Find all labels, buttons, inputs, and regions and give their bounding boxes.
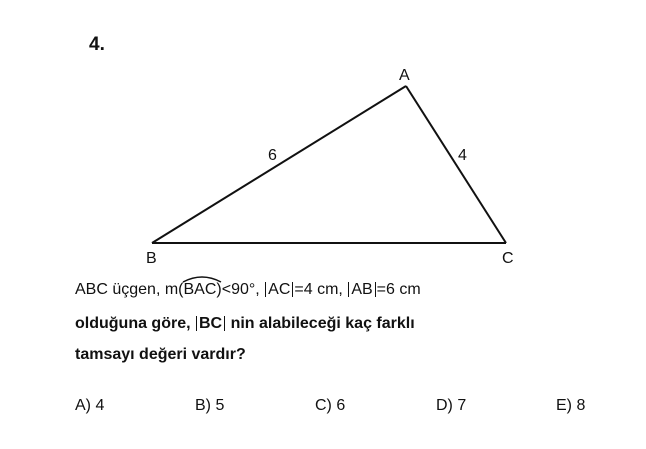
choice-e-value: 8 — [576, 397, 586, 414]
choice-e[interactable] — [556, 397, 585, 415]
angle-bac — [183, 281, 216, 299]
side-ac — [406, 86, 506, 243]
choice-a[interactable] — [75, 397, 104, 415]
vertex-a-label: A — [399, 67, 410, 84]
choice-c-value: 6 — [336, 397, 346, 414]
angle-bac-label: BAC — [183, 281, 217, 298]
angle-hat-icon — [182, 274, 222, 283]
ac-abs: AC — [265, 282, 293, 297]
choice-d-label: D) — [436, 397, 453, 414]
question-line-1 — [75, 315, 415, 333]
choice-e-label: E) — [556, 397, 572, 414]
answer-choices — [75, 397, 615, 419]
choice-a-value: 4 — [95, 397, 105, 414]
choice-b-value: 5 — [215, 397, 225, 414]
choice-a-label: A) — [75, 397, 91, 414]
choice-c[interactable] — [315, 397, 345, 415]
vertex-c-label: C — [502, 250, 514, 267]
choice-b[interactable] — [195, 397, 224, 415]
choice-c-label: C) — [315, 397, 332, 414]
ab-abs: AB — [348, 282, 375, 297]
side-ab — [152, 86, 406, 243]
given-statement — [75, 281, 421, 299]
vertex-b-label: B — [146, 250, 157, 267]
side-ac-length: 4 — [458, 147, 467, 164]
choice-d-value: 7 — [457, 397, 467, 414]
question-number: 4. — [89, 34, 105, 55]
choice-d[interactable] — [436, 397, 466, 415]
ab-value: =6 cm — [376, 281, 421, 298]
given-part1: ABC üçgen, m( — [75, 281, 184, 298]
ac-value: =4 cm, — [294, 281, 343, 298]
prompt-before: olduğuna göre, — [75, 315, 191, 332]
question-line-2: tamsayı değeri vardır? — [75, 346, 246, 363]
prompt-after: nin alabileceği kaç farklı — [230, 315, 415, 332]
bc-abs: BC — [196, 316, 225, 331]
choice-b-label: B) — [195, 397, 211, 414]
side-ab-length: 6 — [268, 147, 277, 164]
given-part2: )<90°, — [216, 281, 260, 298]
